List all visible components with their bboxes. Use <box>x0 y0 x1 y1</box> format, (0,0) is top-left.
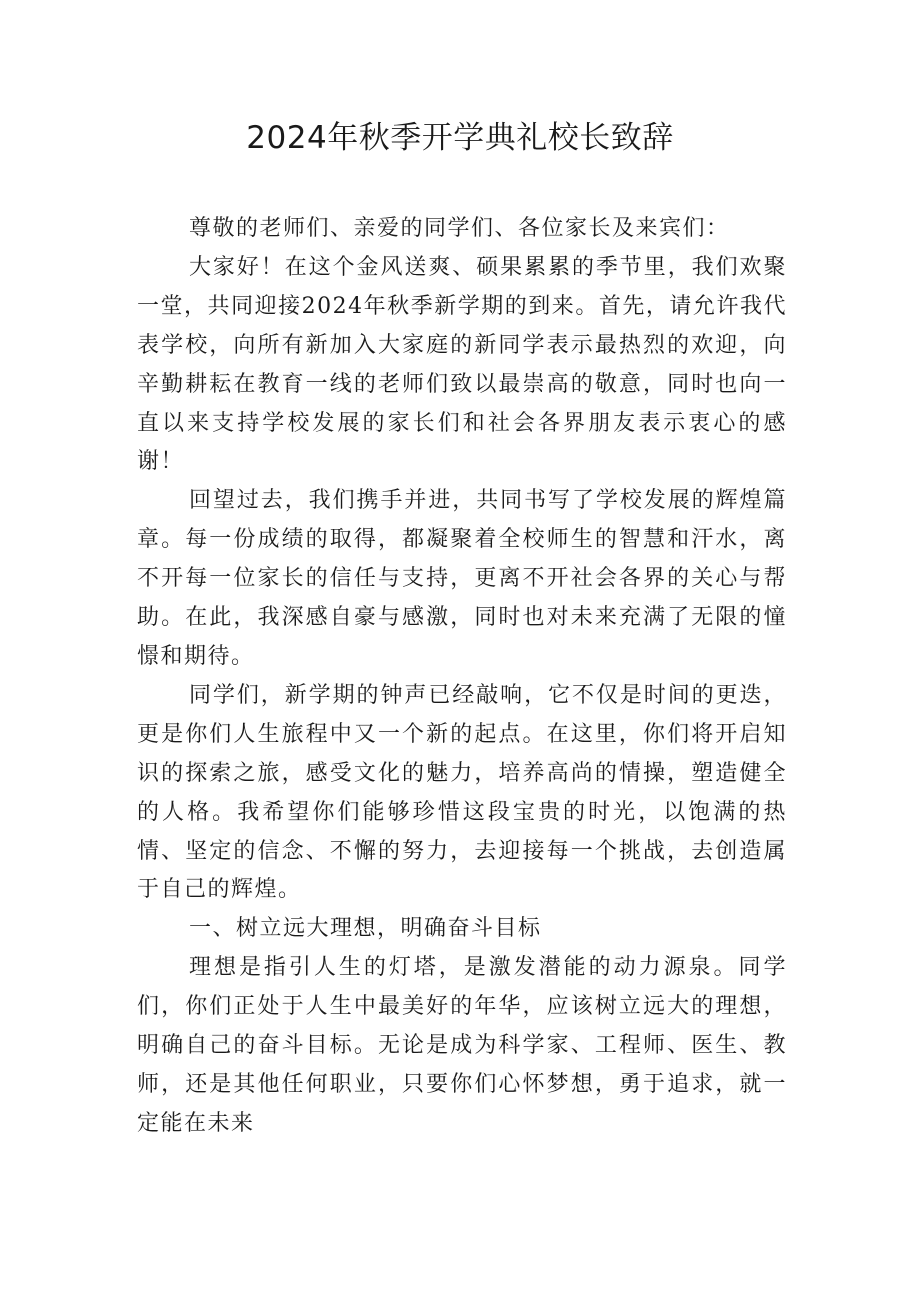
retrospect-paragraph: 回望过去，我们携手并进，共同书写了学校发展的辉煌篇章。每一份成绩的取得，都凝聚着全校师生的智慧和汗水，离不开每一位家长的信任与支持，更离不开社会各界的关心与帮助。在此，我深感自豪与感激，同时也对未来充满了无限的憧憬和期待。 <box>137 488 787 669</box>
greeting-paragraph: 大家好！在这个金风送爽、硕果累累的季节里，我们欢聚一堂，共同迎接2024年秋季新学期的到来。首先，请允许我代表学校，向所有新加入大家庭的新同学表示最热烈的欢迎，向辛勤耕耘在教育一线的老师们致以最崇高的敬意，同时也向一直以来支持学校发展的家长们和社会各界朋友表示衷心的感谢！ <box>137 254 787 475</box>
document-body <box>137 210 787 1144</box>
new-semester-paragraph: 同学们，新学期的钟声已经敲响，它不仅是时间的更迭，更是你们人生旅程中又一个新的起点。在这里，你们将开启知识的探索之旅，感受文化的魅力，培养高尚的情操，塑造健全的人格。我希望你们能够珍惜这段宝贵的时光，以饱满的热情、坚定的信念、不懈的努力，去迎接每一个挑战，去创造属于自己的辉煌。 <box>137 682 787 903</box>
section-heading: 一、树立远大理想，明确奋斗目标 <box>189 916 542 942</box>
document-title: 2024年秋季开学典礼校长致辞 <box>246 120 674 156</box>
salutation-paragraph: 尊敬的老师们、亲爱的同学们、各位家长及来宾们： <box>189 216 730 241</box>
ideals-paragraph: 理想是指引人生的灯塔，是激发潜能的动力源泉。同学们，你们正处于人生中最美好的年华，应该树立远大的理想，明确自己的奋斗目标。无论是成为科学家、工程师、医生、教师，还是其他任何职业，只要你们心怀梦想，勇于追求，就一定能在未来 <box>137 955 787 1136</box>
